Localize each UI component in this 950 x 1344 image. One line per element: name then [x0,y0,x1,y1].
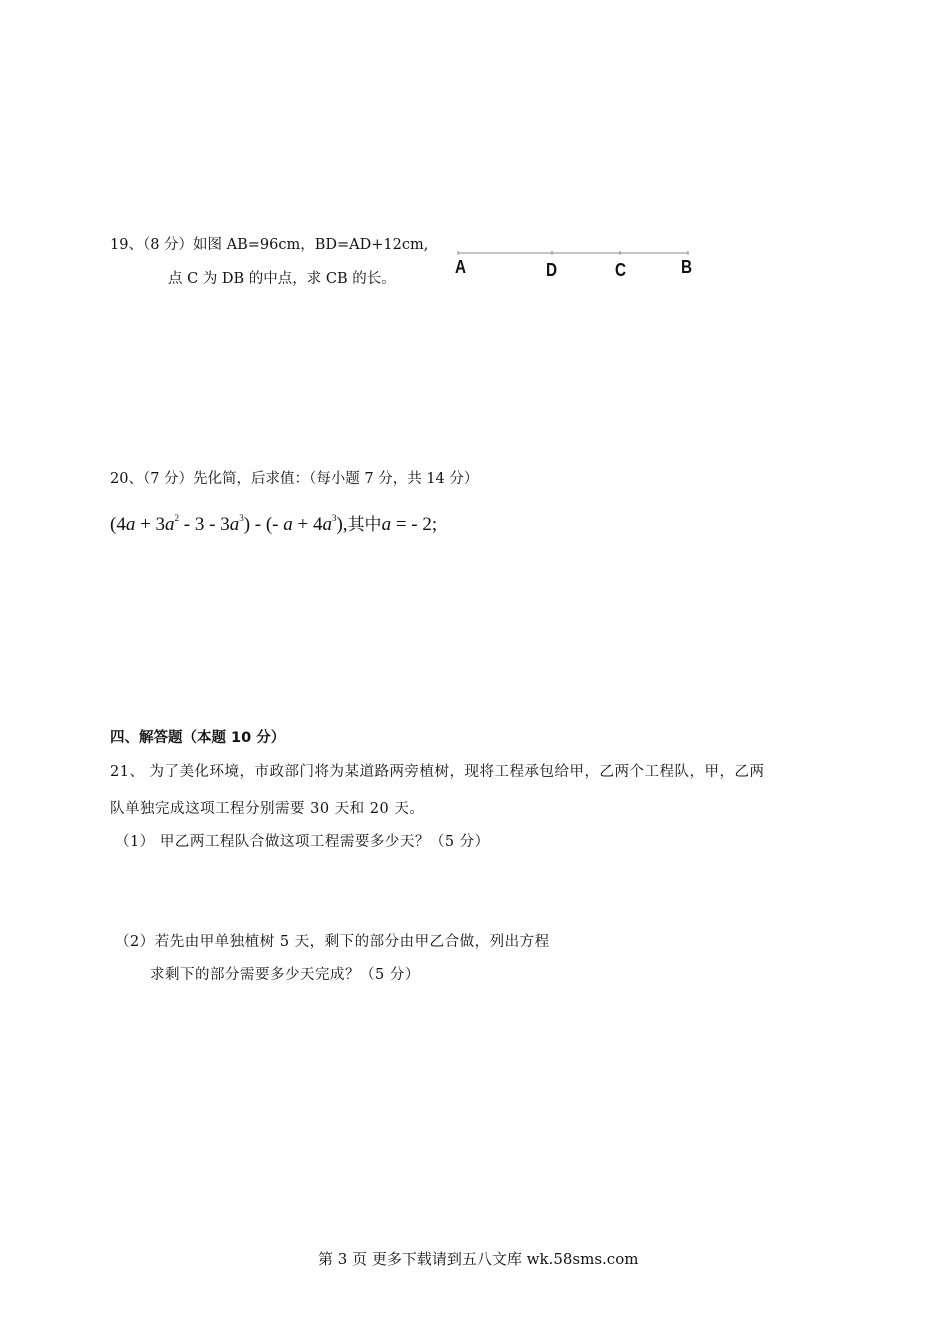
q19-line2: 点 C 为 DB 的中点，求 CB 的长。 [168,271,396,287]
point-label-c: C [615,260,627,280]
expr-var: a [283,514,293,535]
expr-var: a [229,514,240,535]
expr-condition: 其中 [347,515,382,535]
expr-var: a [381,514,392,535]
expr-part: + 3 [135,514,166,535]
q21-part2-line2: 求剩下的部分需要多少天完成？（5 分） [150,967,420,983]
expr-var: a [125,514,136,535]
expr-part: (4 [110,514,126,535]
q19-line1: 19、（8 分）如图 AB=96cm，BD=AD+12cm, [110,237,429,253]
expr-part: ) - (- [243,514,284,535]
point-label-a: A [455,257,467,277]
segment-line [455,248,695,258]
page-footer: 第 3 页 更多下载请到五八文库 wk.58sms.com [318,1250,639,1268]
expr-exponent: 3 [239,513,244,523]
q21-line1: 21、 为了美化环境，市政部门将为某道路两旁植树，现将工程承包给甲，乙两个工程队，甲，乙两 [110,764,765,780]
expr-exponent: 2 [174,513,180,523]
expr-var: a [165,514,175,535]
expr-part: = - 2; [391,514,438,535]
q21-part2-line1: （2）若先由甲单独植树 5 天，剩下的部分由甲乙合做，列出方程 [115,934,550,950]
point-label-d: D [546,260,558,280]
point-label-b: B [681,257,693,277]
expr-part: + 4 [292,514,323,535]
segment-figure [455,248,695,280]
q21-part1: （1） 甲乙两工程队合做这项工程需要多少天？（5 分） [115,834,490,850]
expr-exponent: 3 [331,513,337,523]
q21-line2: 队单独完成这项工程分别需要 30 天和 20 天。 [110,801,425,817]
expr-part: ), [336,514,348,535]
expr-part: - 3 - 3 [179,514,230,535]
expr-var: a [322,514,332,535]
q20-line1: 20、（7 分）先化简，后求值：（每小题 7 分，共 14 分） [110,471,479,487]
q20-expression [110,510,437,536]
section-heading: 四、解答题（本题 10 分） [110,730,286,746]
